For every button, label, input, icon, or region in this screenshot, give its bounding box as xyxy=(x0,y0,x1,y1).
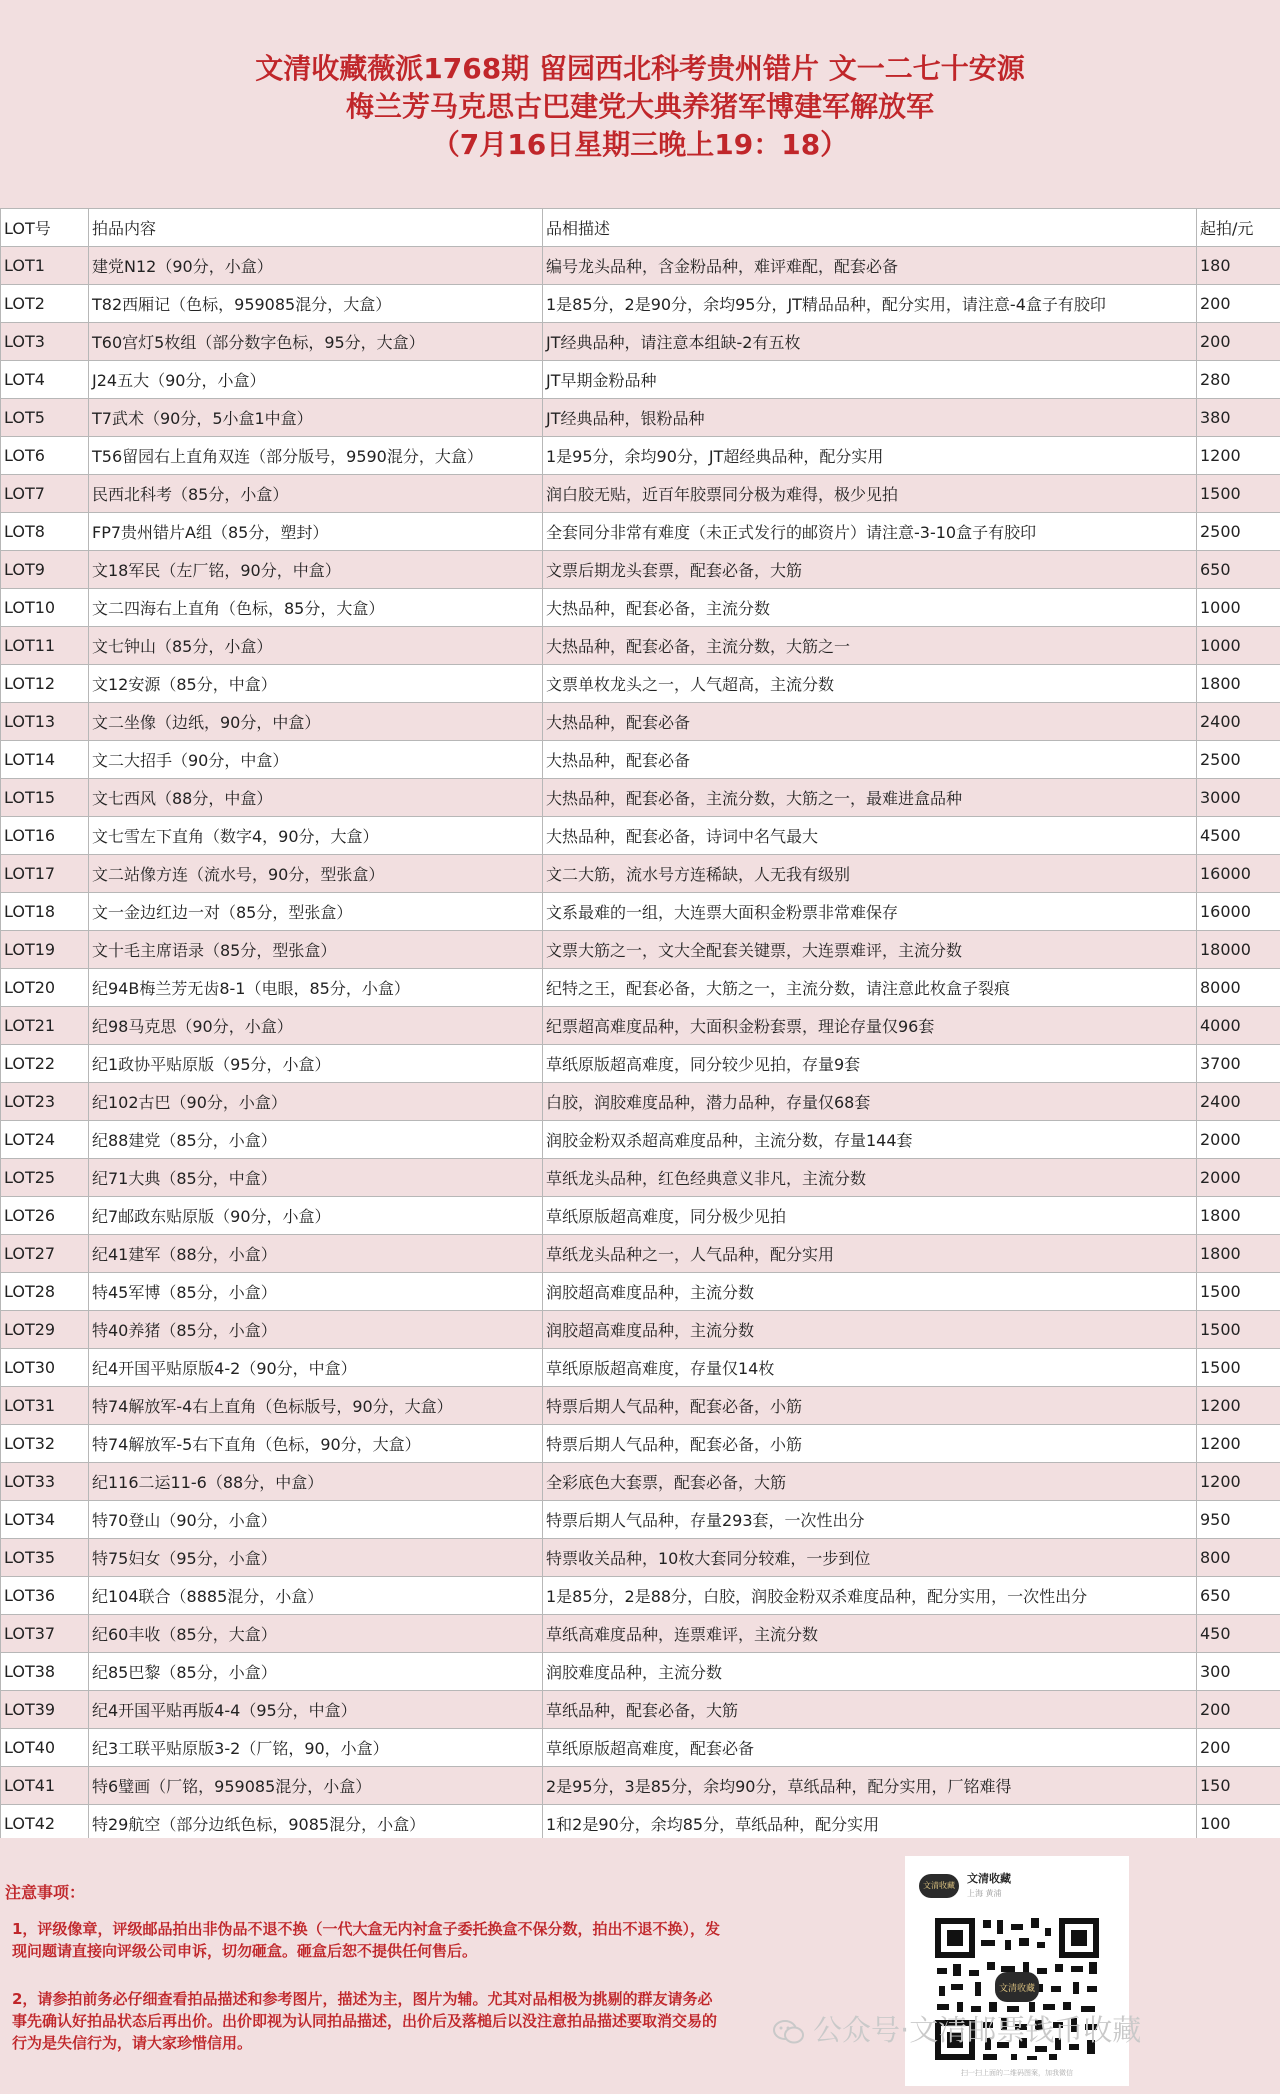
watermark-text: 公众号·文清邮票钱币收藏 xyxy=(813,2013,1142,2047)
cell-lot-number: LOT2 xyxy=(1,285,89,323)
cell-lot-start-price: 1800 xyxy=(1197,1197,1280,1235)
table-row xyxy=(1,551,1280,589)
table-row xyxy=(1,1805,1280,1843)
column-header-content: 拍品内容 xyxy=(89,209,543,247)
cell-lot-number: LOT38 xyxy=(1,1653,89,1691)
cell-lot-content: 文一金边红边一对（85分，型张盒） xyxy=(89,893,543,931)
table-row xyxy=(1,475,1280,513)
cell-lot-condition: 全套同分非常有难度（未正式发行的邮资片）请注意-3-10盒子有胶印 xyxy=(543,513,1197,551)
cell-lot-start-price: 1800 xyxy=(1197,1235,1280,1273)
title-line-3: （7月16日星期三晚上19：18） xyxy=(431,128,849,161)
cell-lot-number: LOT35 xyxy=(1,1539,89,1577)
qr-location: 上海 黄浦 xyxy=(967,1889,1002,1898)
table-row xyxy=(1,1387,1280,1425)
cell-lot-content: 纪60丰收（85分，大盒） xyxy=(89,1615,543,1653)
cell-lot-content: 文十毛主席语录（85分，型张盒） xyxy=(89,931,543,969)
cell-lot-content: 特45军博（85分，小盒） xyxy=(89,1273,543,1311)
header xyxy=(0,0,1280,208)
cell-lot-start-price: 1200 xyxy=(1197,1463,1280,1501)
title-block xyxy=(0,0,1280,164)
cell-lot-start-price: 1800 xyxy=(1197,665,1280,703)
table-row xyxy=(1,513,1280,551)
table-row xyxy=(1,969,1280,1007)
cell-lot-number: LOT10 xyxy=(1,589,89,627)
cell-lot-condition: 全彩底色大套票，配套必备，大筋 xyxy=(543,1463,1197,1501)
cell-lot-start-price: 300 xyxy=(1197,1653,1280,1691)
cell-lot-content: 民西北科考（85分，小盒） xyxy=(89,475,543,513)
cell-lot-content: 建党N12（90分，小盒） xyxy=(89,247,543,285)
cell-lot-start-price: 950 xyxy=(1197,1501,1280,1539)
cell-lot-start-price: 2400 xyxy=(1197,1083,1280,1121)
cell-lot-condition: 草纸原版超高难度，存量仅14枚 xyxy=(543,1349,1197,1387)
table-row xyxy=(1,627,1280,665)
table-row xyxy=(1,1197,1280,1235)
table-row xyxy=(1,1045,1280,1083)
note-1: 1，评级像章，评级邮品拍出非伪品不退不换（一代大盒无内衬盒子委托换盒不保分数，拍出不退不换），发现问题请直接向评级公司申诉，切勿砸盒。砸盒后恕不提供任何售后。 xyxy=(12,1920,720,1960)
cell-lot-start-price: 200 xyxy=(1197,323,1280,361)
table-row xyxy=(1,893,1280,931)
cell-lot-content: 特6璧画（厂铭，959085混分，小盒） xyxy=(89,1767,543,1805)
cell-lot-start-price: 1200 xyxy=(1197,1425,1280,1463)
cell-lot-number: LOT1 xyxy=(1,247,89,285)
cell-lot-number: LOT13 xyxy=(1,703,89,741)
cell-lot-start-price: 650 xyxy=(1197,1577,1280,1615)
cell-lot-start-price: 1500 xyxy=(1197,1349,1280,1387)
cell-lot-condition: 大热品种，配套必备 xyxy=(543,741,1197,779)
cell-lot-condition: 草纸品种，配套必备，大筋 xyxy=(543,1691,1197,1729)
cell-lot-condition: 纪票超高难度品种，大面积金粉套票，理论存量仅96套 xyxy=(543,1007,1197,1045)
cell-lot-content: 纪7邮政东贴原版（90分，小盒） xyxy=(89,1197,543,1235)
wechat-watermark xyxy=(773,2008,1141,2049)
cell-lot-content: T82西厢记（色标，959085混分，大盒） xyxy=(89,285,543,323)
cell-lot-content: 纪4开国平贴原版4-2（90分，中盒） xyxy=(89,1349,543,1387)
table-row xyxy=(1,817,1280,855)
wechat-icon xyxy=(773,2018,805,2046)
table-row xyxy=(1,1121,1280,1159)
table-row xyxy=(1,703,1280,741)
table-row xyxy=(1,1273,1280,1311)
cell-lot-content: 纪102古巴（90分，小盒） xyxy=(89,1083,543,1121)
cell-lot-condition: 大热品种，配套必备，诗词中名气最大 xyxy=(543,817,1197,855)
cell-lot-content: 文二站像方连（流水号，90分，型张盒） xyxy=(89,855,543,893)
cell-lot-condition: 大热品种，配套必备，主流分数，大筋之一 xyxy=(543,627,1197,665)
cell-lot-condition: 1是85分，2是90分，余均95分，JT精品品种，配分实用，请注意-4盒子有胶印 xyxy=(543,285,1197,323)
cell-lot-content: 文18军民（左厂铭，90分，中盒） xyxy=(89,551,543,589)
cell-lot-start-price: 3700 xyxy=(1197,1045,1280,1083)
cell-lot-condition: 文系最难的一组，大连票大面积金粉票非常难保存 xyxy=(543,893,1197,931)
notes-section xyxy=(0,1838,1280,2094)
cell-lot-number: LOT24 xyxy=(1,1121,89,1159)
qr-account-name: 文清收藏 xyxy=(967,1872,1011,1885)
cell-lot-content: 文二大招手（90分，中盒） xyxy=(89,741,543,779)
cell-lot-start-price: 1000 xyxy=(1197,589,1280,627)
table-row xyxy=(1,931,1280,969)
table-row xyxy=(1,1463,1280,1501)
table-row xyxy=(1,1349,1280,1387)
cell-lot-number: LOT32 xyxy=(1,1425,89,1463)
table-row xyxy=(1,855,1280,893)
cell-lot-condition: 润胶超高难度品种，主流分数 xyxy=(543,1273,1197,1311)
table-row xyxy=(1,437,1280,475)
cell-lot-number: LOT30 xyxy=(1,1349,89,1387)
cell-lot-condition: 润白胶无贴，近百年胶票同分极为难得，极少见拍 xyxy=(543,475,1197,513)
cell-lot-number: LOT12 xyxy=(1,665,89,703)
cell-lot-start-price: 18000 xyxy=(1197,931,1280,969)
table-row xyxy=(1,285,1280,323)
table-row xyxy=(1,1539,1280,1577)
cell-lot-condition: 草纸高难度品种，连票难评，主流分数 xyxy=(543,1615,1197,1653)
cell-lot-start-price: 150 xyxy=(1197,1767,1280,1805)
cell-lot-number: LOT29 xyxy=(1,1311,89,1349)
cell-lot-number: LOT18 xyxy=(1,893,89,931)
cell-lot-content: 纪3工联平贴原版3-2（厂铭，90，小盒） xyxy=(89,1729,543,1767)
cell-lot-content: 特74解放军-5右下直角（色标，90分，大盒） xyxy=(89,1425,543,1463)
cell-lot-content: 纪94B梅兰芳无齿8-1（电眼，85分，小盒） xyxy=(89,969,543,1007)
cell-lot-condition: JT经典品种，请注意本组缺-2有五枚 xyxy=(543,323,1197,361)
cell-lot-start-price: 2000 xyxy=(1197,1159,1280,1197)
cell-lot-content: 纪88建党（85分，小盒） xyxy=(89,1121,543,1159)
table-row xyxy=(1,323,1280,361)
cell-lot-number: LOT22 xyxy=(1,1045,89,1083)
table-row xyxy=(1,1083,1280,1121)
table-header-row xyxy=(1,209,1280,247)
cell-lot-condition: 特票后期人气品种，配套必备，小筋 xyxy=(543,1387,1197,1425)
cell-lot-content: 文七西风（88分，中盒） xyxy=(89,779,543,817)
table-row xyxy=(1,1729,1280,1767)
table-row xyxy=(1,361,1280,399)
cell-lot-content: T56留园右上直角双连（部分版号，9590混分，大盒） xyxy=(89,437,543,475)
cell-lot-condition: 大热品种，配套必备，主流分数，大筋之一，最难进盒品种 xyxy=(543,779,1197,817)
cell-lot-content: 纪98马克思（90分，小盒） xyxy=(89,1007,543,1045)
cell-lot-condition: 1是85分，2是88分，白胶，润胶金粉双杀难度品种，配分实用，一次性出分 xyxy=(543,1577,1197,1615)
column-header-condition: 品相描述 xyxy=(543,209,1197,247)
cell-lot-number: LOT26 xyxy=(1,1197,89,1235)
table-row xyxy=(1,1311,1280,1349)
cell-lot-content: 文二坐像（边纸，90分，中盒） xyxy=(89,703,543,741)
cell-lot-condition: 草纸龙头品种之一，人气品种，配分实用 xyxy=(543,1235,1197,1273)
cell-lot-number: LOT9 xyxy=(1,551,89,589)
cell-lot-start-price: 800 xyxy=(1197,1539,1280,1577)
cell-lot-number: LOT27 xyxy=(1,1235,89,1273)
lot-table xyxy=(0,208,1280,1843)
cell-lot-start-price: 1000 xyxy=(1197,627,1280,665)
cell-lot-number: LOT36 xyxy=(1,1577,89,1615)
cell-lot-start-price: 200 xyxy=(1197,1729,1280,1767)
cell-lot-content: FP7贵州错片A组（85分，塑封） xyxy=(89,513,543,551)
cell-lot-condition: 草纸龙头品种，红色经典意义非凡，主流分数 xyxy=(543,1159,1197,1197)
cell-lot-condition: 特票收关品种，10枚大套同分较难，一步到位 xyxy=(543,1539,1197,1577)
cell-lot-content: 纪85巴黎（85分，小盒） xyxy=(89,1653,543,1691)
cell-lot-condition: 草纸原版超高难度，同分极少见拍 xyxy=(543,1197,1197,1235)
cell-lot-content: 纪4开国平贴再版4-4（95分，中盒） xyxy=(89,1691,543,1729)
cell-lot-content: 特75妇女（95分，小盒） xyxy=(89,1539,543,1577)
cell-lot-condition: 润胶金粉双杀超高难度品种，主流分数，存量144套 xyxy=(543,1121,1197,1159)
cell-lot-condition: 纪特之王，配套必备，大筋之一，主流分数，请注意此枚盒子裂痕 xyxy=(543,969,1197,1007)
cell-lot-content: 纪41建军（88分，小盒） xyxy=(89,1235,543,1273)
cell-lot-content: T7武术（90分，5小盒1中盒） xyxy=(89,399,543,437)
table-row xyxy=(1,1615,1280,1653)
cell-lot-condition: 特票后期人气品种，存量293套，一次性出分 xyxy=(543,1501,1197,1539)
cell-lot-condition: 大热品种，配套必备 xyxy=(543,703,1197,741)
cell-lot-number: LOT11 xyxy=(1,627,89,665)
cell-lot-start-price: 3000 xyxy=(1197,779,1280,817)
cell-lot-condition: 润胶难度品种，主流分数 xyxy=(543,1653,1197,1691)
cell-lot-start-price: 180 xyxy=(1197,247,1280,285)
table-row xyxy=(1,399,1280,437)
cell-lot-condition: 白胶，润胶难度品种，潜力品种，存量仅68套 xyxy=(543,1083,1197,1121)
table-row xyxy=(1,1425,1280,1463)
cell-lot-start-price: 1200 xyxy=(1197,437,1280,475)
cell-lot-number: LOT14 xyxy=(1,741,89,779)
column-header-lot: LOT号 xyxy=(1,209,89,247)
table-row xyxy=(1,589,1280,627)
cell-lot-start-price: 2500 xyxy=(1197,513,1280,551)
cell-lot-number: LOT42 xyxy=(1,1805,89,1843)
cell-lot-number: LOT4 xyxy=(1,361,89,399)
cell-lot-content: 特70登山（90分，小盒） xyxy=(89,1501,543,1539)
table-row xyxy=(1,665,1280,703)
cell-lot-number: LOT39 xyxy=(1,1691,89,1729)
cell-lot-number: LOT16 xyxy=(1,817,89,855)
table-row xyxy=(1,1767,1280,1805)
cell-lot-start-price: 4000 xyxy=(1197,1007,1280,1045)
cell-lot-number: LOT41 xyxy=(1,1767,89,1805)
cell-lot-content: 特40养猪（85分，小盒） xyxy=(89,1311,543,1349)
title-line-2: 梅兰芳马克思古巴建党大典养猪军博建军解放军 xyxy=(345,90,934,123)
table-row xyxy=(1,1577,1280,1615)
cell-lot-content: 纪104联合（8885混分，小盒） xyxy=(89,1577,543,1615)
cell-lot-start-price: 1500 xyxy=(1197,1311,1280,1349)
cell-lot-start-price: 2400 xyxy=(1197,703,1280,741)
table-row xyxy=(1,1691,1280,1729)
cell-lot-content: 文七雪左下直角（数字4，90分，大盒） xyxy=(89,817,543,855)
cell-lot-number: LOT19 xyxy=(1,931,89,969)
cell-lot-condition: 编号龙头品种，含金粉品种，难评难配，配套必备 xyxy=(543,247,1197,285)
cell-lot-start-price: 100 xyxy=(1197,1805,1280,1843)
cell-lot-condition: 文二大筋，流水号方连稀缺，人无我有级别 xyxy=(543,855,1197,893)
cell-lot-number: LOT20 xyxy=(1,969,89,1007)
qr-center-logo-text: 文清收藏 xyxy=(998,1984,1036,1994)
cell-lot-content: 纪1政协平贴原版（95分，小盒） xyxy=(89,1045,543,1083)
cell-lot-number: LOT5 xyxy=(1,399,89,437)
brand-logo: 文清收藏 xyxy=(919,1874,959,1898)
cell-lot-number: LOT7 xyxy=(1,475,89,513)
table-row xyxy=(1,1653,1280,1691)
cell-lot-content: 文七钟山（85分，小盒） xyxy=(89,627,543,665)
cell-lot-number: LOT15 xyxy=(1,779,89,817)
cell-lot-number: LOT6 xyxy=(1,437,89,475)
table-row xyxy=(1,741,1280,779)
cell-lot-condition: JT早期金粉品种 xyxy=(543,361,1197,399)
cell-lot-condition: 草纸原版超高难度，配套必备 xyxy=(543,1729,1197,1767)
cell-lot-content: 纪71大典（85分，中盒） xyxy=(89,1159,543,1197)
cell-lot-condition: 特票后期人气品种，配套必备，小筋 xyxy=(543,1425,1197,1463)
cell-lot-condition: JT经典品种，银粉品种 xyxy=(543,399,1197,437)
cell-lot-number: LOT23 xyxy=(1,1083,89,1121)
cell-lot-start-price: 16000 xyxy=(1197,855,1280,893)
qr-caption: 扫一扫上面的二维码图案，加我微信 xyxy=(961,2069,1073,2077)
cell-lot-number: LOT28 xyxy=(1,1273,89,1311)
cell-lot-start-price: 280 xyxy=(1197,361,1280,399)
cell-lot-condition: 文票后期龙头套票，配套必备，大筋 xyxy=(543,551,1197,589)
cell-lot-condition: 文票单枚龙头之一，人气超高，主流分数 xyxy=(543,665,1197,703)
cell-lot-content: 特29航空（部分边纸色标，9085混分，小盒） xyxy=(89,1805,543,1843)
cell-lot-condition: 1和2是90分，余均85分，草纸品种，配分实用 xyxy=(543,1805,1197,1843)
cell-lot-condition: 大热品种，配套必备，主流分数 xyxy=(543,589,1197,627)
cell-lot-condition: 草纸原版超高难度，同分较少见拍，存量9套 xyxy=(543,1045,1197,1083)
note-2: 2，请参拍前务必仔细查看拍品描述和参考图片，描述为主，图片为辅。尤其对品相极为挑剔的群友请务必事先确认好拍品状态后再出价。出价即视为认同拍品描述，出价后及落槌后以没注意拍品描述要取消交易的行为是失信行为，请大家珍惜信用。 xyxy=(12,1990,718,2052)
cell-lot-start-price: 4500 xyxy=(1197,817,1280,855)
cell-lot-content: 纪116二运11-6（88分，中盒） xyxy=(89,1463,543,1501)
cell-lot-start-price: 200 xyxy=(1197,285,1280,323)
cell-lot-content: 文二四海右上直角（色标，85分，大盒） xyxy=(89,589,543,627)
cell-lot-start-price: 1200 xyxy=(1197,1387,1280,1425)
table-row xyxy=(1,247,1280,285)
cell-lot-content: J24五大（90分，小盒） xyxy=(89,361,543,399)
cell-lot-number: LOT21 xyxy=(1,1007,89,1045)
cell-lot-number: LOT8 xyxy=(1,513,89,551)
cell-lot-condition: 文票大筋之一，文大全配套关键票，大连票难评，主流分数 xyxy=(543,931,1197,969)
cell-lot-content: T60宫灯5枚组（部分数字色标，95分，大盒） xyxy=(89,323,543,361)
cell-lot-number: LOT31 xyxy=(1,1387,89,1425)
column-header-start-price: 起拍/元 xyxy=(1197,209,1280,247)
cell-lot-number: LOT17 xyxy=(1,855,89,893)
notes-title: 注意事项： xyxy=(5,1883,86,1902)
cell-lot-start-price: 2000 xyxy=(1197,1121,1280,1159)
cell-lot-start-price: 650 xyxy=(1197,551,1280,589)
table-row xyxy=(1,1235,1280,1273)
cell-lot-number: LOT40 xyxy=(1,1729,89,1767)
table-row xyxy=(1,1007,1280,1045)
cell-lot-number: LOT3 xyxy=(1,323,89,361)
cell-lot-start-price: 1500 xyxy=(1197,475,1280,513)
cell-lot-start-price: 8000 xyxy=(1197,969,1280,1007)
cell-lot-number: LOT33 xyxy=(1,1463,89,1501)
cell-lot-condition: 1是95分，余均90分，JT超经典品种，配分实用 xyxy=(543,437,1197,475)
title-line-1: 文清收藏薇派1768期 留园西北科考贵州错片 文一二七十安源 xyxy=(255,52,1025,85)
cell-lot-start-price: 380 xyxy=(1197,399,1280,437)
cell-lot-start-price: 450 xyxy=(1197,1615,1280,1653)
cell-lot-start-price: 2500 xyxy=(1197,741,1280,779)
cell-lot-condition: 2是95分，3是85分，余均90分，草纸品种，配分实用，厂铭难得 xyxy=(543,1767,1197,1805)
cell-lot-start-price: 200 xyxy=(1197,1691,1280,1729)
cell-lot-content: 特74解放军-4右上直角（色标版号，90分，大盒） xyxy=(89,1387,543,1425)
qr-card xyxy=(905,1856,1129,2086)
cell-lot-start-price: 16000 xyxy=(1197,893,1280,931)
cell-lot-number: LOT34 xyxy=(1,1501,89,1539)
cell-lot-start-price: 1500 xyxy=(1197,1273,1280,1311)
table-row xyxy=(1,1159,1280,1197)
table-row xyxy=(1,779,1280,817)
table-row xyxy=(1,1501,1280,1539)
cell-lot-content: 文12安源（85分，中盒） xyxy=(89,665,543,703)
cell-lot-number: LOT25 xyxy=(1,1159,89,1197)
cell-lot-number: LOT37 xyxy=(1,1615,89,1653)
cell-lot-condition: 润胶超高难度品种，主流分数 xyxy=(543,1311,1197,1349)
